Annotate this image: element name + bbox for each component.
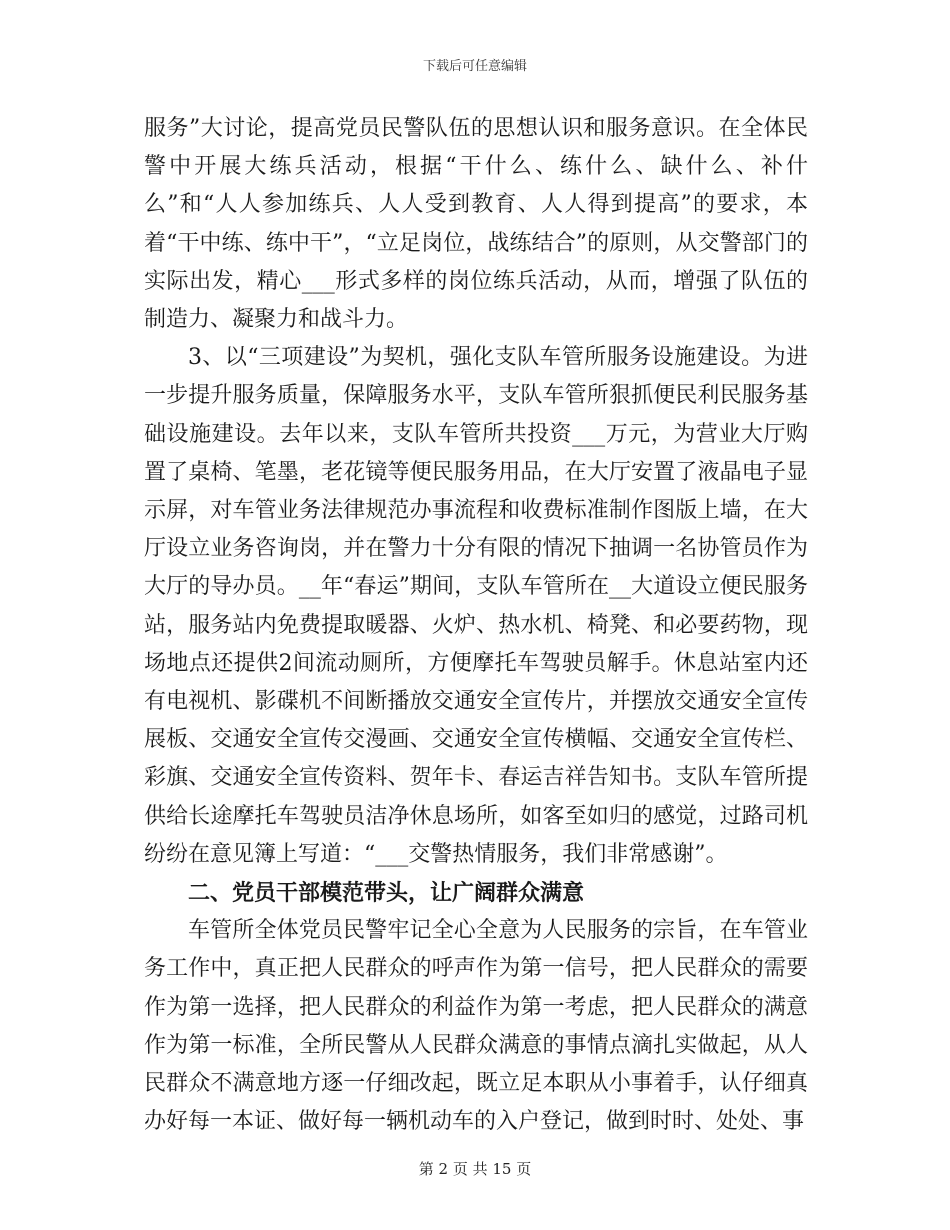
section-heading: 二、党员干部模范带头，让广阔群众满意 [188,880,585,907]
paragraph-1: 服务”大讨论，提高党员民警队伍的思想认识和服务意识。在全体民警中开展大练兵活动，根据“干什么、练什么、缺什么、补什么”和“人人参加练兵、人人受到教育、人人得到提高”的要求，本着“干中练、练中干”，“立足岗位，战练结合”的原则，从交警部门的实际出发，精心___形式多样的岗位练兵活动，从而，增强了队伍的制造力、凝聚力和战斗力。 [144,116,808,333]
page-header-note: 下载后可任意编辑 [422,59,527,74]
paragraph-3: 车管所全体党员民警牢记全心全意为人民服务的宗旨，在车管业务工作中，真正把人民群众的呼声作为第一信号，把人民群众的需要作为第一选择，把人民群众的利益作为第一考虑，把人民群众的满意作为第一标准，全所民警从人民群众满意的事情点滴扎实做起，从人民群众不满意地方逐一仔细改起，既立足本职从小事着手，认仔细真办好每一本证、做好每一辆机动车的入户登记，做到时时、处处、事 [144,918,808,1135]
document-body [144,110,808,1141]
page-number: 第 2 页 共 15 页 [418,1160,532,1178]
paragraph-2: 3、以“三项建设”为契机，强化支队车管所服务设施建设。为进一步提升服务质量，保障服务水平，支队车管所狠抓便民利民服务基础设施建设。去年以来，支队车管所共投资___万元，为营业大厅购置了桌椅、笔墨，老花镜等便民服务用品，在大厅安置了液晶电子显示屏，对车管业务法律规范办事流程和收费标准制作图版上墙，在大厅设立业务咨询岗，并在警力十分有限的情况下抽调一名协管员作为大厅的导办员。__年“春运”期间，支队车管所在__大道设立便民服务站，服务站内免费提取暖器、火炉、热水机、椅凳、和必要药物，现场地点还提供2间流动厕所，方便摩托车驾驶员解手。休息站室内还有电视机、影碟机不间断播放交通安全宣传片，并摆放交通安全宣传展板、交通安全宣传交漫画、交通安全宣传横幅、交通安全宣传栏、彩旗、交通安全宣传资料、贺年卡、春运吉祥告知书。支队车管所提供给长途摩托车驾驶员洁净休息场所，如客至如归的感觉，过路司机纷纷在意见簿上写道：“___交警热情服务，我们非常感谢”。 [144,345,808,867]
